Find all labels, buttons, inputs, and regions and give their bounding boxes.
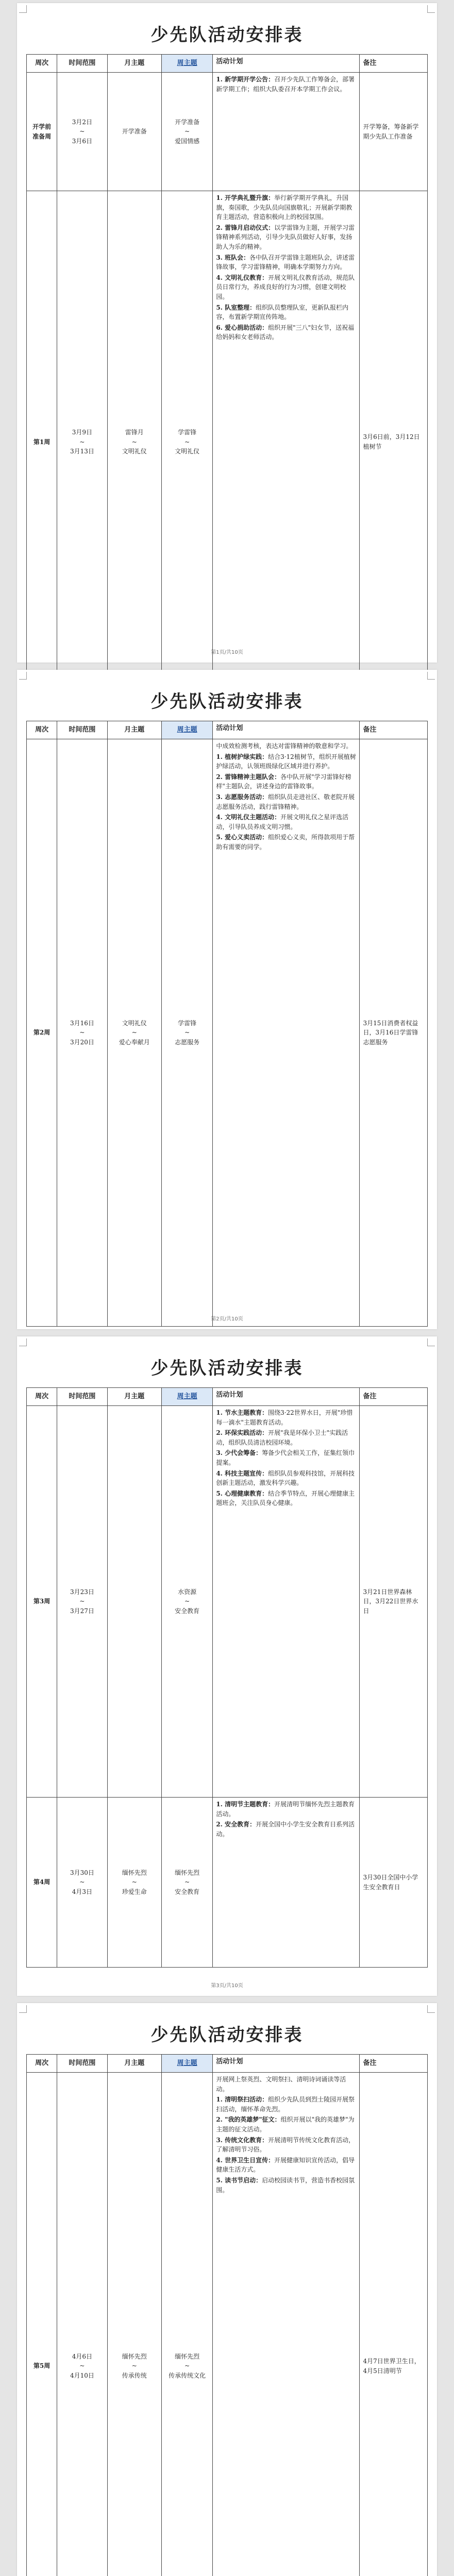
plan-item xyxy=(216,2115,356,2134)
activity-plan-cell xyxy=(213,1798,360,1968)
plan-item-heading: 4. 科技主题宣传： xyxy=(216,1469,268,1477)
plan-item-text: 结合季节特点，开展心理健康主题班会，关注队员身心健康。 xyxy=(216,1489,355,1507)
week-theme-cell: 学雷锋 ~ 志愿服务 xyxy=(162,739,213,1327)
plan-item-text: 开展文明礼仪之星评选活动，引导队员养成文明习惯。 xyxy=(216,814,349,831)
month-theme-cell: 文明礼仪 ~ 爱心奉献月 xyxy=(107,739,161,1327)
plan-item-text: 举行新学期开学典礼，升国旗，奏国歌，少先队员向国旗敬礼；开展新学期教育主题活动，营造积极向上的校园氛围。 xyxy=(216,194,352,221)
document-page xyxy=(17,1336,437,1996)
activity-plan-cell xyxy=(213,73,360,191)
plan-item-text: 筹备少代会相关工作，征集红领巾提案。 xyxy=(216,1449,355,1466)
note-cell: 3月30日全国中小学生安全教育日 xyxy=(360,1798,428,1968)
plan-item xyxy=(216,223,356,252)
column-header: 月主题 xyxy=(107,55,161,73)
plan-item-heading: 1. 植树护绿实践： xyxy=(216,753,268,760)
week-theme-cell: 水资源 ~ 安全教育 xyxy=(162,1406,213,1798)
crop-mark xyxy=(19,1338,27,1346)
range-cell: 4月6日 ~ 4月10日 xyxy=(57,2073,107,2576)
column-header: 周次 xyxy=(27,1388,57,1406)
plan-item-heading: 1. 清明节主题教育： xyxy=(216,1801,275,1808)
plan-item-heading: 2. 雷锋精神主题队会： xyxy=(216,773,281,781)
plan-item-text: 围绕3·22世界水日，开展"珍惜每一滴水"主题教育活动。 xyxy=(216,1409,353,1426)
column-header: 时间范围 xyxy=(57,2055,107,2073)
plan-item xyxy=(216,792,356,811)
column-header: 月主题 xyxy=(107,1388,161,1406)
column-header: 周主题 xyxy=(162,2055,213,2073)
schedule-table xyxy=(26,54,428,693)
plan-item-text: 启动校园读书节，营造书香校园氛围。 xyxy=(216,2176,355,2194)
column-header: 周次 xyxy=(27,2055,57,2073)
plan-item xyxy=(216,1448,356,1467)
page-title: 少先队活动安排表 xyxy=(150,2025,304,2045)
page-title: 少先队活动安排表 xyxy=(150,25,304,45)
table-row xyxy=(27,1406,428,1798)
plan-item-text: 开展文明礼仪教育活动，规范队员日常行为，养成良好的行为习惯，创建文明校园。 xyxy=(216,274,355,300)
table-header-row xyxy=(27,1388,428,1406)
month-theme-cell: 缅怀先烈 ~ 传承传统 xyxy=(107,2073,161,2576)
plan-item xyxy=(216,2176,356,2195)
column-header: 周主题 xyxy=(162,721,213,739)
plan-item-heading: 2. 雷锋月启动仪式： xyxy=(216,224,275,231)
column-header: 时间范围 xyxy=(57,721,107,739)
plan-item-heading: 5. 读书节启动： xyxy=(216,2176,262,2184)
column-header: 周次 xyxy=(27,721,57,739)
plan-item-heading: 1. 新学期开学公告： xyxy=(216,76,275,83)
plan-item xyxy=(216,193,356,222)
schedule-table xyxy=(26,721,428,1327)
column-header: 月主题 xyxy=(107,2055,161,2073)
crop-mark xyxy=(19,5,27,13)
plan-item-heading: 5. 心理健康教育： xyxy=(216,1489,268,1497)
crop-mark xyxy=(427,2005,435,2013)
plan-item-text: 开展健康知识宣传活动，倡导健康生活方式。 xyxy=(216,2156,355,2174)
page-footer: 第3页/共10页 xyxy=(211,1983,243,1989)
column-header: 备注 xyxy=(360,55,428,73)
plan-item-text: 结合3·12植树节，组织开展植树护绿活动，认领班级绿化区域并进行养护。 xyxy=(216,753,356,770)
week-theme-cell: 缅怀先烈 ~ 传承传统文化 xyxy=(162,2073,213,2576)
crop-mark xyxy=(427,672,435,680)
plan-item-text: 开展全国中小学生安全教育日系列活动。 xyxy=(216,1821,355,1838)
plan-item xyxy=(216,2156,356,2175)
column-header: 周主题 xyxy=(162,1388,213,1406)
month-theme-cell: 开学准备 xyxy=(107,73,161,191)
plan-item xyxy=(216,1408,356,1427)
plan-item xyxy=(216,253,356,272)
page-title: 少先队活动安排表 xyxy=(150,691,304,712)
plan-item xyxy=(216,752,356,771)
range-cell: 3月23日 ~ 3月27日 xyxy=(57,1406,107,1798)
plan-item-heading: 3. 少代会筹备： xyxy=(216,1449,262,1457)
note-cell: 3月6日前，3月12日植树节 xyxy=(360,191,428,693)
table-header-row xyxy=(27,2055,428,2073)
week-cell: 第1周 xyxy=(27,191,57,693)
note-cell: 开学筹备，筹备新学期少先队工作准备 xyxy=(360,73,428,191)
plan-item xyxy=(216,2075,356,2094)
month-theme-cell: 雷锋月 ~ 文明礼仪 xyxy=(107,191,161,693)
activity-plan-cell xyxy=(213,2073,360,2576)
column-header: 备注 xyxy=(360,2055,428,2073)
document-page xyxy=(17,2003,437,2576)
note-cell: 3月21日世界森林日，3月22日世界水日 xyxy=(360,1406,428,1798)
plan-item xyxy=(216,1469,356,1488)
range-cell: 3月2日 ~ 3月6日 xyxy=(57,73,107,191)
plan-item xyxy=(216,1820,356,1839)
plan-item-heading: 1. 节水主题教育： xyxy=(216,1409,268,1416)
plan-item-heading: 5. 爱心义卖活动： xyxy=(216,834,268,841)
document-page xyxy=(17,670,437,1329)
plan-item-text: 开展"我是环保小卫士"实践活动，组织队员清洁校园环境。 xyxy=(216,1429,348,1446)
plan-item xyxy=(216,75,356,94)
plan-item-text: 组织少先队员到烈士陵园开展祭扫活动，缅怀革命先烈。 xyxy=(216,2096,355,2113)
column-header: 备注 xyxy=(360,1388,428,1406)
plan-item xyxy=(216,1428,356,1447)
plan-item-text: 开展网上祭英烈、文明祭扫、清明诗词诵读等活动。 xyxy=(216,2076,346,2093)
plan-item-heading: 4. 文明礼仪教育： xyxy=(216,274,268,281)
column-header: 活动计划 xyxy=(213,1388,360,1406)
column-header: 周主题 xyxy=(162,55,213,73)
plan-item-text: 组织开展"三八"妇女节，送祝福给妈妈和女老师活动。 xyxy=(216,324,355,341)
plan-item xyxy=(216,303,356,322)
plan-item-text: 组织队员参观科技馆，开展科技创新主题活动，激发科学兴趣。 xyxy=(216,1469,355,1487)
table-row xyxy=(27,1798,428,1968)
month-theme-cell: 缅怀先烈 ~ 珍爱生命 xyxy=(107,1798,161,1968)
week-cell: 第4周 xyxy=(27,1798,57,1968)
crop-mark xyxy=(427,5,435,13)
activity-plan-cell xyxy=(213,1406,360,1798)
column-header: 活动计划 xyxy=(213,2055,360,2073)
week-cell: 第3周 xyxy=(27,1406,57,1798)
table-header-row xyxy=(27,721,428,739)
plan-item xyxy=(216,2136,356,2155)
range-cell: 3月30日 ~ 4月3日 xyxy=(57,1798,107,1968)
table-row xyxy=(27,73,428,191)
week-theme-cell: 学雷锋 ~ 文明礼仪 xyxy=(162,191,213,693)
column-header: 备注 xyxy=(360,721,428,739)
column-header: 月主题 xyxy=(107,721,161,739)
plan-item-text: 组织爱心义卖，所得款项用于帮助有需要的同学。 xyxy=(216,834,355,851)
page-footer: 第2页/共10页 xyxy=(211,1316,243,1322)
column-header: 周次 xyxy=(27,55,57,73)
plan-item-heading: 1. 开学典礼暨升旗： xyxy=(216,194,275,201)
plan-item-heading: 4. 文明礼仪主题活动： xyxy=(216,814,281,821)
range-cell: 3月16日 ~ 3月20日 xyxy=(57,739,107,1327)
schedule-table xyxy=(26,2054,428,2576)
plan-item-heading: 5. 队室整理： xyxy=(216,303,256,311)
week-theme-cell: 开学准备 ~ 爱国情感 xyxy=(162,73,213,191)
plan-item xyxy=(216,833,356,852)
week-cell: 开学前 准备周 xyxy=(27,73,57,191)
plan-item-heading: 1. 清明祭扫活动： xyxy=(216,2096,268,2104)
page-footer: 第1页/共10页 xyxy=(211,650,243,655)
column-header: 时间范围 xyxy=(57,1388,107,1406)
column-header: 活动计划 xyxy=(213,55,360,73)
table-row xyxy=(27,739,428,1327)
column-header: 时间范围 xyxy=(57,55,107,73)
plan-item xyxy=(216,2095,356,2114)
range-cell: 3月9日 ~ 3月13日 xyxy=(57,191,107,693)
plan-item-text: 各中队召开学雷锋主题班队会，讲述雷锋故事，学习雷锋精神，明确本学期努力方向。 xyxy=(216,253,355,271)
plan-item-text: 开展清明节传统文化教育活动，了解清明节习俗。 xyxy=(216,2136,355,2154)
column-header: 活动计划 xyxy=(213,721,360,739)
plan-item-text: 组织开展以"我的英雄梦"为主题的征文活动。 xyxy=(216,2116,355,2133)
plan-item xyxy=(216,772,356,791)
plan-item-text: 召开少先队工作筹备会，部署新学期工作；组织大队委召开本学期工作会议。 xyxy=(216,76,355,93)
plan-item xyxy=(216,1489,356,1508)
plan-item-heading: 4. 世界卫生日宣传： xyxy=(216,2156,275,2164)
plan-item-heading: 3. 传统文化教育： xyxy=(216,2136,268,2144)
week-cell: 第2周 xyxy=(27,739,57,1327)
note-cell: 3月15日消费者权益日，3月16日学雷锋志愿服务 xyxy=(360,739,428,1327)
plan-item-heading: 6. 爱心捐助活动： xyxy=(216,324,268,331)
page-title: 少先队活动安排表 xyxy=(150,1358,304,1379)
plan-item xyxy=(216,812,356,832)
plan-item-text: 以学雷锋为主题，开展学习雷锋精神系列活动，引导少先队员做好人好事，发扬助人为乐的精神。 xyxy=(216,224,355,250)
plan-item xyxy=(216,273,356,302)
plan-item-text: 各中队开展"学习雷锋好榜样"主题队会，讲述身边的雷锋故事。 xyxy=(216,773,351,790)
activity-plan-cell xyxy=(213,191,360,693)
month-theme-cell xyxy=(107,1406,161,1798)
plan-item-text: 组织队员走进社区、敬老院开展志愿服务活动，践行雷锋精神。 xyxy=(216,793,355,810)
schedule-table xyxy=(26,1387,428,1968)
plan-item-heading: 3. 班队会： xyxy=(216,253,250,261)
plan-item xyxy=(216,323,356,342)
plan-item-text: 组织队员整理队室，更新队报栏内容，布置新学期宣传阵地。 xyxy=(216,303,349,321)
plan-item-heading: 2. 环保实践活动： xyxy=(216,1429,268,1437)
plan-item-heading: 2. "我的英雄梦"征文： xyxy=(216,2116,281,2124)
plan-item-heading: 2. 安全教育： xyxy=(216,1821,256,1828)
plan-item xyxy=(216,741,356,751)
table-row xyxy=(27,191,428,693)
week-theme-cell: 缅怀先烈 ~ 安全教育 xyxy=(162,1798,213,1968)
note-cell: 4月7日世界卫生日，4月5日清明节 xyxy=(360,2073,428,2576)
crop-mark xyxy=(427,1338,435,1346)
crop-mark xyxy=(19,672,27,680)
week-cell: 第5周 xyxy=(27,2073,57,2576)
crop-mark xyxy=(19,2005,27,2013)
table-header-row xyxy=(27,55,428,73)
activity-plan-cell xyxy=(213,739,360,1327)
document-page xyxy=(17,3,437,663)
plan-item-text: 中成效检测考核，表达对雷锋精神的敬意和学习。 xyxy=(216,742,352,750)
plan-item-heading: 3. 志愿服务活动： xyxy=(216,793,268,801)
plan-item xyxy=(216,1800,356,1819)
plan-item-text: 开展清明节缅怀先烈主题教育活动。 xyxy=(216,1801,355,1818)
table-row xyxy=(27,2073,428,2576)
